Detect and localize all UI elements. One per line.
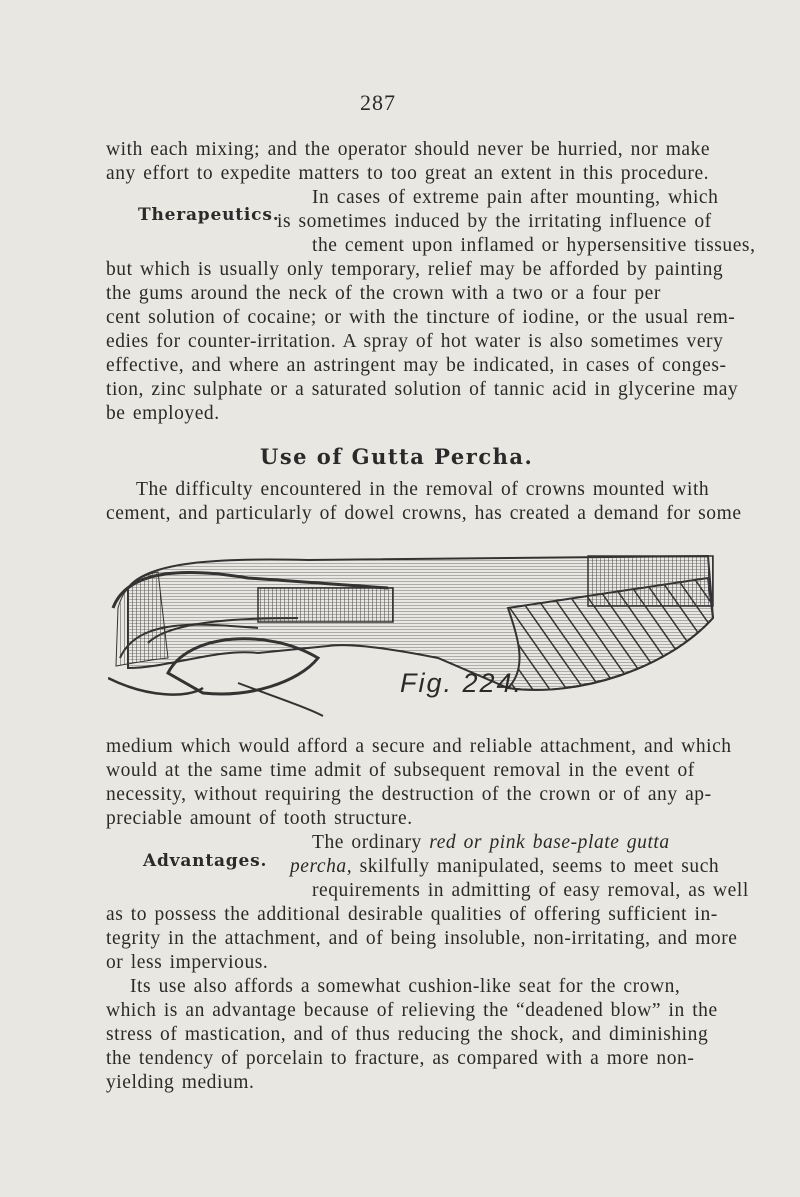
text-line: would at the same time admit of subsequent removal in the event of — [106, 760, 695, 781]
sidenote-therapeutics: Therapeutics. — [138, 205, 280, 225]
text-line: medium which would afford a secure and reliable attachment, and which — [106, 736, 732, 757]
text-line: In cases of extreme pain after mounting, which — [312, 187, 719, 208]
figure-224 — [108, 548, 718, 718]
text-line: be employed. — [106, 403, 220, 424]
text-line: the cement upon inflamed or hypersensitive tissues, — [312, 235, 756, 256]
text-line: or less impervious. — [106, 952, 269, 973]
text-line: tegrity in the attachment, and of being insoluble, non-irritating, and more — [106, 928, 738, 949]
sidenote-advantages: Advantages. — [143, 851, 268, 871]
page-number: 287 — [360, 90, 396, 115]
text-line: edies for counter-irritation. A spray of hot water is also sometimes very — [106, 331, 724, 352]
text-line: yielding medium. — [106, 1072, 255, 1093]
text-line — [290, 855, 719, 879]
text-line: requirements in admitting of easy removal, as well — [312, 880, 749, 901]
text-line: cement, and particularly of dowel crowns, has created a demand for some — [106, 503, 742, 524]
text-line: Its use also affords a somewhat cushion-like seat for the crown, — [130, 976, 681, 997]
text-line: effective, and where an astringent may be indicated, in cases of conges- — [106, 355, 727, 376]
text-line: any effort to expedite matters to too great an extent in this procedure. — [106, 163, 710, 184]
text-line: tion, zinc sulphate or a saturated solution of tannic acid in glycerine may — [106, 379, 739, 400]
text-line: is sometimes induced by the irritating influence of — [277, 211, 712, 232]
text-line: but which is usually only temporary, relief may be afforded by painting — [106, 259, 724, 280]
text-line — [312, 831, 670, 855]
text-line: the tendency of porcelain to fracture, as compared with a more non- — [106, 1048, 695, 1069]
text-run: skilfully manipulated, seems to meet such — [352, 856, 720, 877]
text-line: which is an advantage because of relieving the “deadened blow” in the — [106, 1000, 718, 1021]
text-line: stress of mastication, and of thus reducing the shock, and diminishing — [106, 1024, 709, 1045]
italic-text-run: red or pink base-plate gutta — [429, 832, 670, 853]
figure-caption: Fig. 224. — [400, 668, 524, 698]
text-line: as to possess the additional desirable qualities of offering sufficient in- — [106, 904, 718, 925]
text-line: with each mixing; and the operator should never be hurried, nor make — [106, 139, 711, 160]
text-line: cent solution of cocaine; or with the tincture of iodine, or the usual rem- — [106, 307, 736, 328]
text-line: preciable amount of tooth structure. — [106, 808, 413, 829]
text-line: The difficulty encountered in the removal of crowns mounted with — [136, 479, 710, 500]
text-line: necessity, without requiring the destruction of the crown or of any ap- — [106, 784, 712, 805]
text-run: The ordinary — [312, 832, 430, 853]
section-heading: Use of Gutta Percha. — [260, 444, 534, 469]
text-line: the gums around the neck of the crown with a two or a four per — [106, 283, 661, 304]
italic-text-run: percha, — [290, 856, 353, 877]
